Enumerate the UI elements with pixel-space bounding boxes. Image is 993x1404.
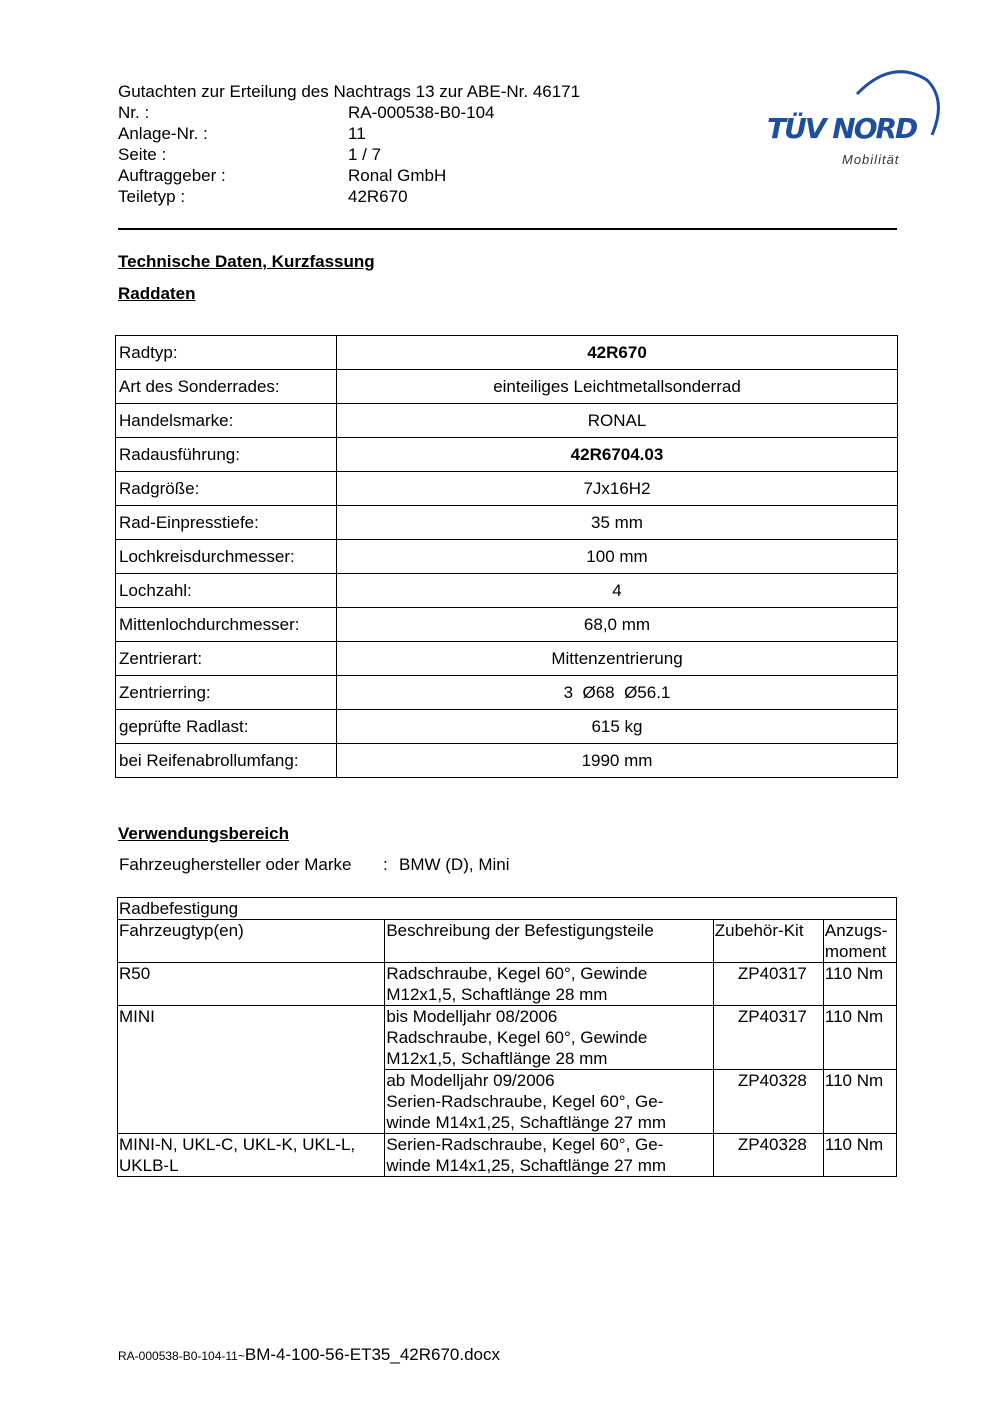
desc-line: Serien-Radschraube, Kegel 60°, Ge-	[386, 1092, 664, 1111]
row-label: Radgröße:	[116, 472, 337, 506]
typ-line: UKLB-L	[119, 1156, 179, 1175]
table-row	[116, 710, 898, 744]
table-row	[116, 438, 898, 472]
row-value: RONAL	[337, 404, 898, 438]
cell-kit: ZP40328	[713, 1134, 823, 1177]
footer-filename: BM-4-100-56-ET35_42R670.docx	[244, 1345, 501, 1364]
row-label: Rad-Einpresstiefe:	[116, 506, 337, 540]
footer-prefix: RA-000538-B0-104-11~	[118, 1349, 245, 1363]
table-header-row	[118, 920, 897, 963]
cell-beschreibung	[385, 1070, 713, 1134]
header-label: Seite :	[118, 145, 167, 164]
logo-brand: TÜV NORD	[767, 112, 917, 145]
header-row-anlage	[118, 123, 580, 144]
table-row	[116, 370, 898, 404]
cell-kit: ZP40317	[713, 1006, 823, 1070]
header-moment	[823, 920, 896, 963]
cell-moment: 110 Nm	[823, 963, 896, 1006]
cell-typ: R50	[118, 963, 385, 1006]
table-row	[116, 404, 898, 438]
desc-line: ab Modelljahr 09/2006	[386, 1071, 555, 1090]
table-title-row	[118, 898, 897, 920]
header-typ: Fahrzeugtyp(en)	[118, 920, 385, 963]
row-value: 4	[337, 574, 898, 608]
header-value: RA-000538-B0-104	[348, 103, 495, 122]
table-row	[118, 963, 897, 1006]
header-label: Teiletyp :	[118, 187, 186, 206]
row-value: 7Jx16H2	[337, 472, 898, 506]
row-label: Handelsmarke:	[116, 404, 337, 438]
table-row	[116, 506, 898, 540]
cell-moment: 110 Nm	[823, 1006, 896, 1070]
header-value: 42R670	[348, 187, 408, 206]
cell-kit: ZP40317	[713, 963, 823, 1006]
header-label: Auftraggeber :	[118, 166, 226, 185]
heading-raddaten: Raddaten	[118, 284, 196, 303]
table-title: Radbefestigung	[118, 898, 897, 920]
table-row	[118, 1006, 897, 1070]
typ-line: MINI-N, UKL-C, UKL-K, UKL-L,	[119, 1135, 356, 1154]
row-label: Art des Sonderrades:	[116, 370, 337, 404]
document-title: Gutachten zur Erteilung des Nachtrags 13 zur ABE-Nr. 46171	[118, 82, 581, 101]
row-value: 42R6704.03	[337, 438, 898, 472]
desc-line: M12x1,5, Schaftlänge 28 mm	[386, 985, 608, 1004]
header-value: 1 / 7	[348, 145, 382, 164]
row-label: Lochzahl:	[116, 574, 337, 608]
desc-line: Radschraube, Kegel 60°, Gewinde	[386, 964, 648, 983]
raddaten-table	[115, 335, 898, 778]
row-label: Radtyp:	[116, 336, 337, 370]
desc-line: Radschraube, Kegel 60°, Gewinde	[386, 1028, 648, 1047]
desc-line: winde M14x1,25, Schaftlänge 27 mm	[386, 1113, 667, 1132]
row-value: Mittenzentrierung	[337, 642, 898, 676]
table-row	[116, 472, 898, 506]
hersteller-value: BMW (D), Mini	[399, 855, 510, 874]
table-row	[116, 608, 898, 642]
row-value: einteiliges Leichtmetallsonderrad	[337, 370, 898, 404]
row-label: Radausführung:	[116, 438, 337, 472]
row-label: Zentrierart:	[116, 642, 337, 676]
cell-typ: MINI	[118, 1006, 385, 1134]
heading-technische-daten: Technische Daten, Kurzfassung	[118, 252, 375, 271]
row-value: 1990 mm	[337, 744, 898, 778]
header-value: Ronal GmbH	[348, 166, 447, 185]
header-beschreibung: Beschreibung der Befestigungsteile	[385, 920, 713, 963]
row-label: geprüfte Radlast:	[116, 710, 337, 744]
logo-subtitle: Mobilität	[842, 152, 900, 167]
row-label: Zentrierring:	[116, 676, 337, 710]
desc-line: bis Modelljahr 08/2006	[386, 1007, 558, 1026]
table-row	[116, 642, 898, 676]
header-label: Anlage-Nr. :	[118, 124, 208, 143]
tuv-nord-logo	[762, 60, 942, 170]
fahrzeughersteller-line	[119, 855, 509, 875]
desc-line: winde M14x1,25, Schaftlänge 27 mm	[386, 1156, 667, 1175]
row-value: 3 Ø68 Ø56.1	[337, 676, 898, 710]
document-footer	[118, 1345, 500, 1365]
cell-beschreibung	[385, 1134, 713, 1177]
header-label: Nr. :	[118, 103, 150, 122]
row-value: 68,0 mm	[337, 608, 898, 642]
desc-line: Serien-Radschraube, Kegel 60°, Ge-	[386, 1135, 664, 1154]
header-row-teiletyp	[118, 186, 580, 207]
hersteller-colon: :	[383, 855, 388, 874]
table-row	[116, 336, 898, 370]
cell-typ	[118, 1134, 385, 1177]
table-row	[116, 540, 898, 574]
header-row-nr	[118, 102, 580, 123]
row-value: 35 mm	[337, 506, 898, 540]
header-row-auftraggeber	[118, 165, 580, 186]
header-value: 11	[348, 124, 366, 143]
header-rule	[118, 228, 897, 230]
table-row	[118, 1134, 897, 1177]
row-value: 42R670	[337, 336, 898, 370]
header-moment-line: moment	[824, 942, 887, 961]
row-value: 100 mm	[337, 540, 898, 574]
cell-kit: ZP40328	[713, 1070, 823, 1134]
document-header	[118, 81, 580, 207]
header-row-seite	[118, 144, 580, 165]
cell-moment: 110 Nm	[823, 1134, 896, 1177]
row-label: Mittenlochdurchmesser:	[116, 608, 337, 642]
header-kit: Zubehör-Kit	[713, 920, 823, 963]
table-row	[116, 574, 898, 608]
desc-line: M12x1,5, Schaftlänge 28 mm	[386, 1049, 608, 1068]
table-row	[116, 676, 898, 710]
table-row	[116, 744, 898, 778]
cell-beschreibung	[385, 963, 713, 1006]
row-label: bei Reifenabrollumfang:	[116, 744, 337, 778]
radbefestigung-table	[117, 897, 897, 1177]
cell-moment: 110 Nm	[823, 1070, 896, 1134]
row-value: 615 kg	[337, 710, 898, 744]
hersteller-label: Fahrzeughersteller oder Marke	[119, 855, 352, 874]
header-moment-line: Anzugs-	[824, 921, 888, 940]
cell-beschreibung	[385, 1006, 713, 1070]
row-label: Lochkreisdurchmesser:	[116, 540, 337, 574]
heading-verwendungsbereich: Verwendungsbereich	[118, 824, 289, 843]
